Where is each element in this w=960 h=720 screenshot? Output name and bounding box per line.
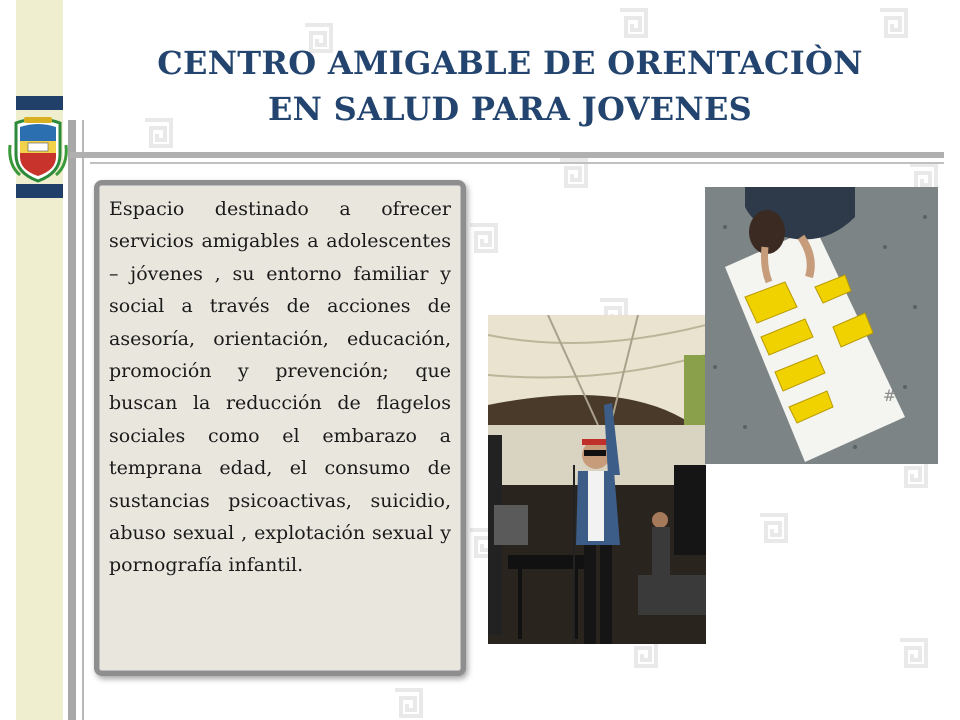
- vertical-divider-thin: [82, 120, 84, 720]
- poster-painting-photo: [705, 187, 938, 464]
- vertical-divider: [68, 120, 76, 720]
- left-navy-stripe-top: [16, 96, 63, 110]
- concert-photo: [488, 315, 706, 644]
- title-line-1: CENTRO AMIGABLE DE ORENTACIÒN: [157, 44, 863, 82]
- description-box: [94, 180, 466, 676]
- title-line-2: EN SALUD PARA JOVENES: [267, 90, 753, 128]
- horizontal-divider-thin: [90, 162, 944, 164]
- horizontal-divider: [70, 152, 944, 158]
- svg-text:#: #: [883, 386, 897, 405]
- description-text: Espacio destinado a ofrecer servicios amigables a adolescentes – jóvenes , su entorno familiar y social a través de acciones de asesoría, orientación, educación, promoción y prevención; que buscan la reducción de flagelos sociales como el embarazo a temprana edad, el consumo de sustancias psicoactivas, suicidio, abuso sexual , explotación sexual y pornografía infantil.: [109, 198, 451, 577]
- coat-of-arms-logo: [6, 115, 70, 183]
- slide-title: [120, 40, 900, 132]
- left-navy-stripe-bottom: [16, 184, 63, 198]
